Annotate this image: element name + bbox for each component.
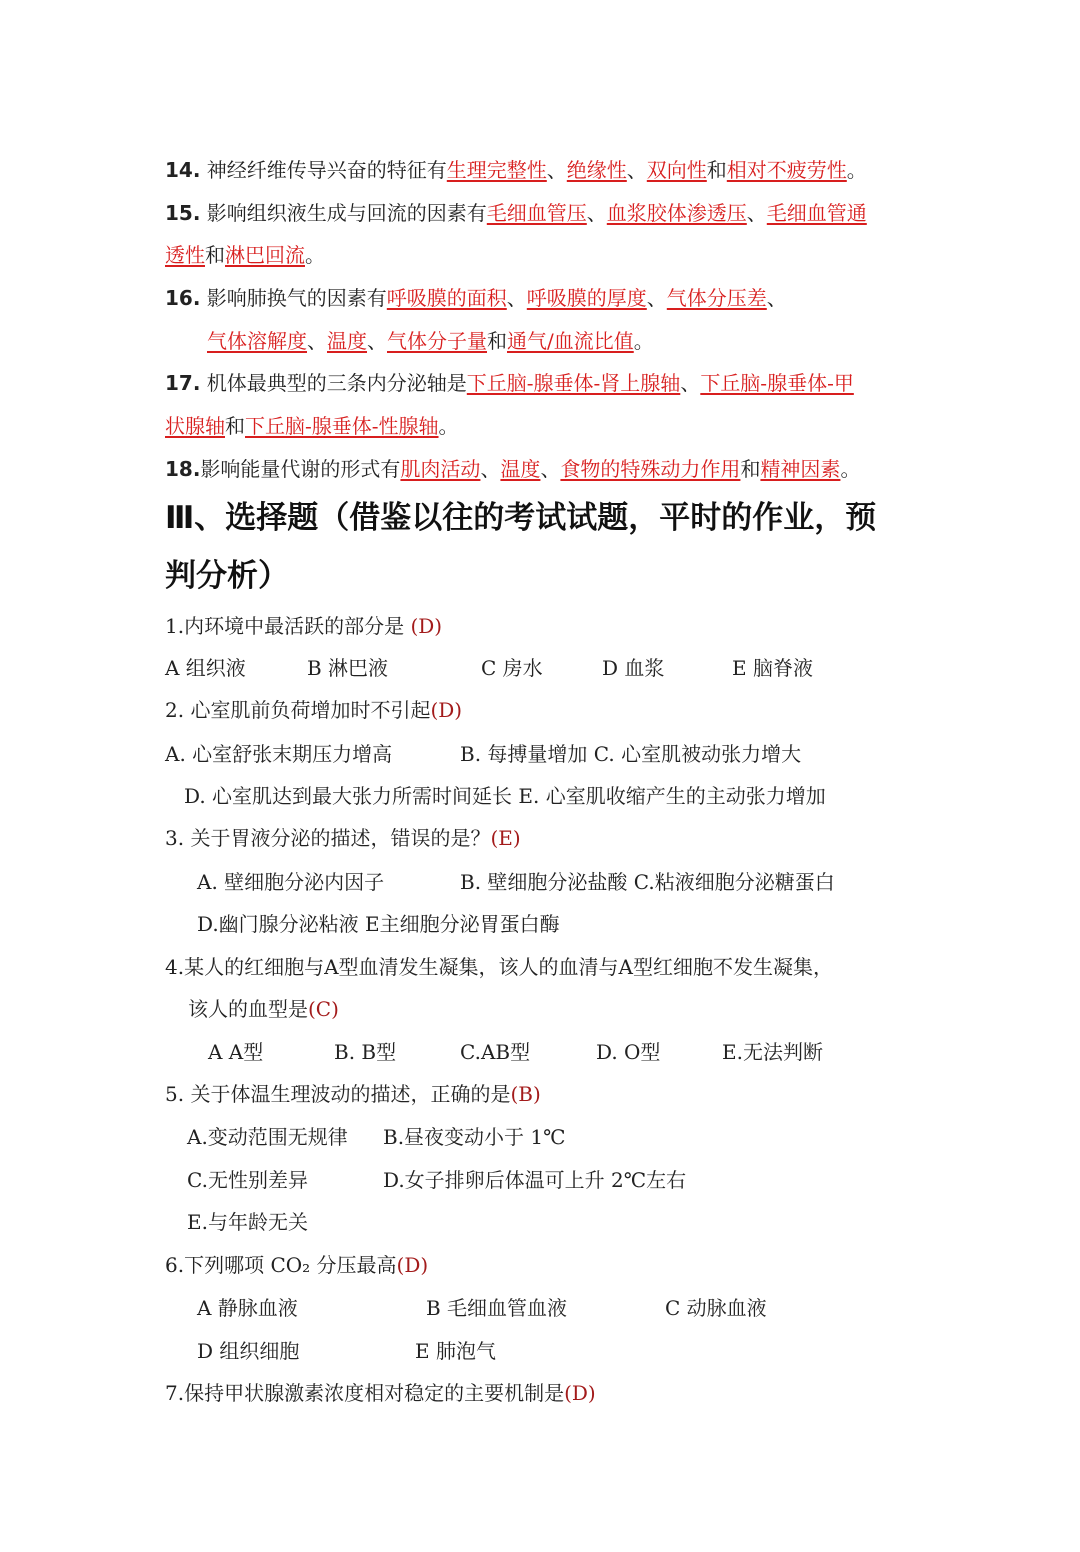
- option: E 脑脊液: [732, 656, 813, 680]
- fill-question-15-cont: [165, 241, 325, 269]
- answer-key: (D): [410, 614, 443, 638]
- answer: 透性: [165, 243, 205, 267]
- separator: 、: [766, 286, 787, 310]
- section-heading: Ⅲ、选择题（借鉴以往的考试试题，平时的作业，预: [165, 500, 877, 536]
- option: C.AB型: [460, 1040, 531, 1064]
- answer: 精神因素: [760, 457, 841, 481]
- answer: 毛细血管通: [766, 201, 867, 225]
- separator: 、: [367, 329, 387, 353]
- option: C 房水: [481, 656, 543, 680]
- question-stem: 该人的血型是: [188, 997, 308, 1021]
- answer: 相对不疲劳性: [726, 158, 847, 182]
- answer-key: (D): [396, 1253, 429, 1277]
- question-stem: 影响组织液生成与回流的因素有: [206, 201, 487, 225]
- fill-question-17-cont: [165, 412, 459, 440]
- answer-key: (D): [430, 698, 463, 722]
- separator: 。: [438, 414, 459, 438]
- question-stem: 1.内环境中最活跃的部分是: [165, 614, 405, 638]
- question-number: 17.: [165, 371, 201, 395]
- option: C.无性别差异: [187, 1168, 308, 1192]
- answer-key: (D): [564, 1381, 596, 1405]
- option: B 毛细血管血液: [426, 1296, 568, 1320]
- option: D.女子排卵后体温可上升 2℃左右: [383, 1168, 687, 1192]
- separator: 、: [646, 286, 667, 310]
- mcq-5: [165, 1080, 541, 1108]
- answer: 毛细血管压: [486, 201, 587, 225]
- question-number: 16.: [165, 286, 201, 310]
- separator: 、: [680, 371, 701, 395]
- option: E.无法判断: [722, 1040, 823, 1064]
- answer: 淋巴回流: [225, 243, 305, 267]
- separator: 。: [840, 457, 861, 481]
- answer: 生理完整性: [446, 158, 547, 182]
- question-stem: 3. 关于胃液分泌的描述，错误的是？: [165, 826, 491, 850]
- option: D.幽门腺分泌粘液 E主细胞分泌胃蛋白酶: [197, 912, 560, 936]
- fill-question-17: [165, 369, 854, 397]
- option: A A型: [208, 1040, 264, 1064]
- question-stem: 5. 关于体温生理波动的描述，正确的是: [165, 1082, 511, 1106]
- answer: 下丘脑-腺垂体-肾上腺轴: [466, 371, 681, 395]
- mcq-7: [165, 1379, 596, 1407]
- answer: 下丘脑-腺垂体-性腺轴: [245, 414, 439, 438]
- question-stem: 神经纤维传导兴奋的特征有: [206, 158, 447, 182]
- option: B 淋巴液: [307, 656, 389, 680]
- fill-question-16: [165, 284, 787, 312]
- option: E.与年龄无关: [187, 1210, 308, 1234]
- answer: 温度: [327, 329, 367, 353]
- separator: 、: [506, 286, 527, 310]
- option: A.变动范围无规律: [187, 1125, 348, 1149]
- question-number: 18.: [165, 457, 201, 481]
- question-stem: 2. 心室肌前负荷增加时不引起: [165, 698, 431, 722]
- option: D 组织细胞: [197, 1339, 300, 1363]
- option: B. 壁细胞分泌盐酸 C.粘液细胞分泌糖蛋白: [460, 870, 835, 894]
- option: A. 心室舒张末期压力增高: [165, 742, 393, 766]
- separator: 、: [586, 201, 607, 225]
- question-stem: 影响肺换气的因素有: [206, 286, 387, 310]
- answer: 状腺轴: [165, 414, 225, 438]
- option: E 肺泡气: [415, 1339, 496, 1363]
- answer: 呼吸膜的厚度: [526, 286, 647, 310]
- option: C 动脉血液: [665, 1296, 767, 1320]
- answer: 呼吸膜的面积: [386, 286, 507, 310]
- answer: 食物的特殊动力作用: [560, 457, 741, 481]
- separator: 和: [740, 457, 761, 481]
- fill-question-15: [165, 199, 867, 227]
- option: A. 壁细胞分泌内因子: [197, 870, 385, 894]
- separator: 和: [225, 414, 245, 438]
- question-stem: 影响能量代谢的形式有: [200, 457, 401, 481]
- separator: 、: [480, 457, 501, 481]
- option: B. B型: [334, 1040, 397, 1064]
- answer: 温度: [500, 457, 541, 481]
- mcq-3: [165, 824, 521, 852]
- separator: 和: [487, 329, 507, 353]
- option: B.昼夜变动小于 1℃: [383, 1125, 566, 1149]
- separator: 、: [540, 457, 561, 481]
- question-number: 15.: [165, 201, 201, 225]
- separator: 、: [546, 158, 567, 182]
- option: D 血浆: [602, 656, 665, 680]
- answer: 气体分子量: [387, 329, 487, 353]
- option: A 静脉血液: [197, 1296, 298, 1320]
- fill-question-16-cont: [207, 327, 654, 355]
- option: D. 心室肌达到最大张力所需时间延长 E. 心室肌收缩产生的主动张力增加: [184, 784, 826, 808]
- answer: 气体分压差: [666, 286, 767, 310]
- answer-key: (E): [490, 826, 521, 850]
- question-stem: 6.下列哪项 CO₂ 分压最高: [165, 1253, 397, 1277]
- mcq-4: [165, 953, 833, 981]
- section-heading-cont: 判分析）: [165, 558, 289, 594]
- answer: 气体溶解度: [207, 329, 307, 353]
- separator: 。: [846, 158, 867, 182]
- separator: 。: [305, 243, 325, 267]
- mcq-2: [165, 696, 462, 724]
- question-number: 14.: [165, 158, 201, 182]
- mcq-1: [165, 612, 442, 640]
- separator: 、: [626, 158, 647, 182]
- separator: 、: [307, 329, 327, 353]
- answer: 肌肉活动: [400, 457, 481, 481]
- answer-key: (B): [510, 1082, 541, 1106]
- separator: 和: [706, 158, 727, 182]
- answer: 下丘脑-腺垂体-甲: [700, 371, 854, 395]
- mcq-4-cont: [188, 995, 339, 1023]
- separator: 和: [205, 243, 225, 267]
- fill-question-18: [165, 455, 860, 483]
- option: B. 每搏量增加 C. 心室肌被动张力增大: [460, 742, 802, 766]
- question-stem: 4.某人的红细胞与A型血清发生凝集，该人的血清与A型红细胞不发生凝集，: [165, 955, 833, 979]
- fill-question-14: [165, 156, 867, 184]
- answer-key: (C): [308, 997, 339, 1021]
- answer: 绝缘性: [566, 158, 627, 182]
- question-stem: 7.保持甲状腺激素浓度相对稳定的主要机制是: [165, 1381, 565, 1405]
- question-stem: 机体最典型的三条内分泌轴是: [206, 371, 467, 395]
- answer: 血浆胶体渗透压: [606, 201, 747, 225]
- answer: 双向性: [646, 158, 707, 182]
- separator: 、: [746, 201, 767, 225]
- option: D. O型: [596, 1040, 661, 1064]
- answer: 通气/血流比值: [507, 329, 634, 353]
- option: A 组织液: [165, 656, 246, 680]
- mcq-6: [165, 1251, 428, 1279]
- separator: 。: [633, 329, 654, 353]
